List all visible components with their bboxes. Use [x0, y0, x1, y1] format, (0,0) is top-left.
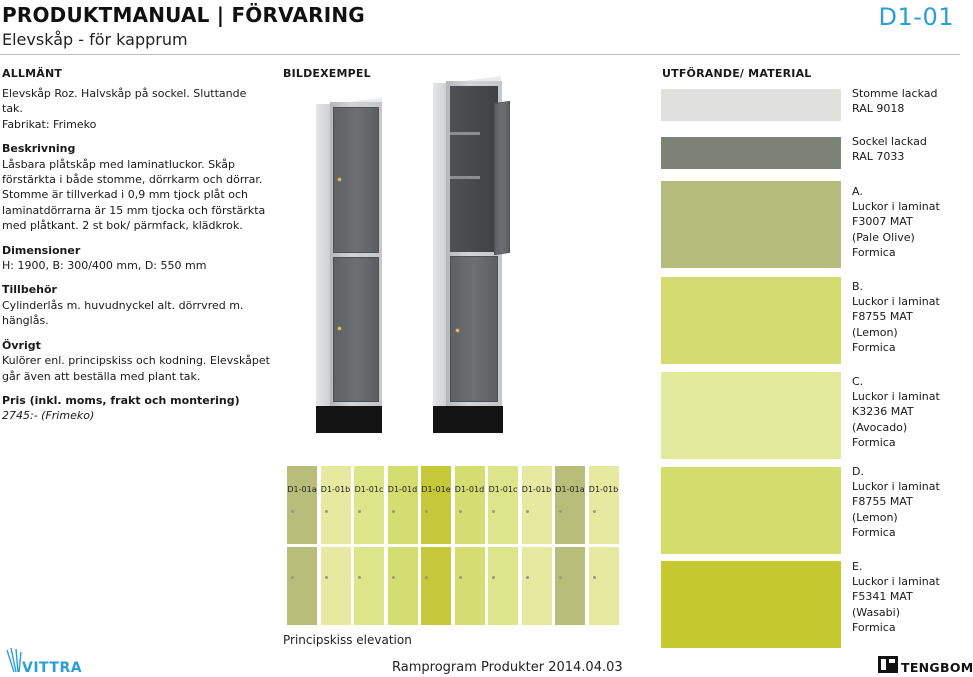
elevation-code-label: D1-01d	[454, 485, 485, 494]
color-swatch	[661, 277, 841, 364]
keyhole-icon	[559, 510, 562, 513]
elevation-column	[521, 466, 553, 632]
keyhole-icon	[392, 576, 395, 579]
keyhole-icon	[291, 576, 294, 579]
intro-block	[2, 86, 270, 132]
elevation-code-label: D1-01a	[555, 485, 585, 494]
beskrivning-heading: Beskrivning	[2, 142, 76, 156]
keyhole-icon	[593, 576, 596, 579]
elevation-door-lower	[555, 547, 585, 625]
dimensioner-text: H: 1900, B: 300/400 mm, D: 550 mm	[2, 259, 207, 273]
elevation-door-lower	[321, 547, 351, 625]
keyhole-icon	[425, 576, 428, 579]
elevation-code-label: D1-01c	[354, 485, 384, 494]
swatch-label-line: Stomme lackad	[852, 87, 938, 100]
color-swatch	[661, 561, 841, 648]
swatch-label-line: F8755 MAT	[852, 495, 913, 509]
swatch-label-line: (Pale Olive)	[852, 230, 915, 244]
swatch-label	[852, 134, 927, 164]
elevation-door-upper	[555, 466, 585, 544]
ovrigt-heading: Övrigt	[2, 338, 41, 352]
swatch-label-line: F3007 MAT	[852, 215, 913, 229]
color-swatch	[661, 89, 841, 121]
section-heading-allmant: ALLMÄNT	[2, 67, 63, 80]
pris-text: 2745:- (Frimeko)	[2, 409, 95, 423]
elevation-door-lower	[388, 547, 418, 625]
elevation-door-upper	[321, 466, 351, 544]
swatch-label-line: Formica	[852, 340, 896, 354]
section-heading-bildexempel: BILDEXEMPEL	[283, 67, 371, 80]
swatch-label-line: Luckor i laminat	[852, 390, 940, 404]
keyhole-icon	[593, 510, 596, 513]
elevation-code-label: D1-01a	[287, 485, 317, 494]
lock-icon	[455, 328, 460, 333]
swatch-label-line: Formica	[852, 245, 896, 259]
elevation-door-lower	[287, 547, 317, 625]
intro-line-2: Fabrikat: Frimeko	[2, 117, 97, 131]
elevation-code-label: D1-01b	[320, 485, 351, 494]
swatch-label-line: (Avocado)	[852, 420, 908, 434]
elevation-door-upper	[589, 466, 619, 544]
elevation-door-lower	[455, 547, 485, 625]
elevation-door-lower	[589, 547, 619, 625]
elevation-column	[320, 466, 352, 632]
color-swatch	[661, 137, 841, 169]
swatch-label-line: (Lemon)	[852, 510, 898, 524]
locker-shelf	[450, 132, 480, 135]
ovrigt-block	[2, 338, 270, 384]
swatch-label-line: D.	[852, 465, 864, 478]
color-swatch	[661, 467, 841, 554]
elevation-caption: Principskiss elevation	[283, 633, 412, 647]
swatch-label-line: Luckor i laminat	[852, 575, 940, 589]
beskrivning-block	[2, 141, 270, 233]
page-subtitle: Elevskåp - för kapprum	[2, 30, 188, 49]
elevation-door-upper	[455, 466, 485, 544]
swatch-label-line: Luckor i laminat	[852, 295, 940, 309]
swatch-label-line: K3236 MAT	[852, 405, 914, 419]
vittra-logo-text: VITTRA	[22, 660, 83, 676]
elevation-code-label: D1-01c	[488, 485, 518, 494]
elevation-column	[588, 466, 620, 632]
swatch-label	[852, 86, 937, 116]
dimensioner-heading: Dimensioner	[2, 243, 81, 257]
elevation-door-upper	[388, 466, 418, 544]
keyhole-icon	[526, 576, 529, 579]
elevation-sketch	[286, 466, 622, 632]
swatch-label-line: F5341 MAT	[852, 590, 913, 604]
keyhole-icon	[358, 576, 361, 579]
keyhole-icon	[325, 510, 328, 513]
intro-line-1: Elevskåp Roz. Halvskåp på sockel. Sluttande tak.	[2, 87, 247, 116]
swatch-label-line: E.	[852, 560, 863, 573]
swatch-label-line: Formica	[852, 620, 896, 634]
page-title: PRODUKTMANUAL | FÖRVARING	[2, 3, 365, 27]
beskrivning-text: Låsbara plåtskåp med laminatluckor. Skåp förstärkta i både stomme, dörrkarm och dörrar. Stomme är tillverkad i 0,9 mm tjock plåt och laminatdörrarna är 15 mm tjocka och förstärkta med plåtkant. 2 st bok/ pärmfack, klädkrok.	[2, 157, 266, 233]
swatch-label-line: Luckor i laminat	[852, 480, 940, 494]
tillbehor-text: Cylinderlås m. huvudnyckel alt. dörrvred m. hänglås.	[2, 298, 244, 328]
locker-door-open	[494, 101, 510, 255]
keyhole-icon	[459, 510, 462, 513]
swatch-label-line: B.	[852, 280, 864, 293]
tengbom-square-logo-icon	[878, 656, 898, 673]
keyhole-icon	[358, 510, 361, 513]
keyhole-icon	[559, 576, 562, 579]
keyhole-icon	[526, 510, 529, 513]
ovrigt-text: Kulörer enl. principskiss och kodning. Elevskåpet går även att beställa med plant tak.	[2, 354, 270, 383]
swatch-label	[852, 464, 940, 540]
elevation-door-lower	[522, 547, 552, 625]
keyhole-icon	[291, 510, 294, 513]
footer-program-text: Ramprogram Produkter 2014.04.03	[392, 660, 623, 675]
elevation-door-upper	[287, 466, 317, 544]
keyhole-icon	[392, 510, 395, 513]
section-heading-utforande: UTFÖRANDE/ MATERIAL	[662, 67, 812, 80]
lock-icon	[337, 177, 342, 182]
locker-closed-image	[312, 98, 386, 434]
tillbehor-block	[2, 282, 270, 328]
swatch-label	[852, 184, 940, 260]
color-swatch	[661, 181, 841, 268]
tillbehor-heading: Tillbehör	[2, 283, 57, 297]
locker-open-image	[430, 76, 520, 434]
swatch-label-line: Formica	[852, 525, 896, 539]
elevation-door-upper	[354, 466, 384, 544]
locker-sockel	[316, 406, 382, 433]
product-description-column	[2, 86, 270, 433]
document-code: D1-01	[878, 3, 954, 31]
swatch-label-line: Luckor i laminat	[852, 200, 940, 214]
elevation-code-label: D1-01d	[387, 485, 418, 494]
elevation-column	[353, 466, 385, 632]
elevation-door-upper	[522, 466, 552, 544]
keyhole-icon	[492, 510, 495, 513]
keyhole-icon	[492, 576, 495, 579]
tengbom-logo-text: TENGBOM	[901, 660, 973, 675]
elevation-column	[554, 466, 586, 632]
dimensioner-block	[2, 243, 270, 274]
locker-shelf	[450, 176, 480, 179]
swatch-label-line: Sockel lackad	[852, 135, 927, 148]
elevation-column	[420, 466, 452, 632]
elevation-door-upper	[421, 466, 451, 544]
elevation-column	[286, 466, 318, 632]
elevation-door-lower	[354, 547, 384, 625]
elevation-column	[487, 466, 519, 632]
swatch-label-line: F8755 MAT	[852, 310, 913, 324]
pris-heading: Pris (inkl. moms, frakt och montering)	[2, 393, 240, 407]
swatch-label	[852, 559, 940, 635]
swatch-label-line: Formica	[852, 435, 896, 449]
swatch-label	[852, 374, 940, 450]
swatch-label-line: RAL 9018	[852, 102, 905, 116]
locker-sockel	[433, 406, 503, 433]
elevation-code-label: D1-01b	[521, 485, 552, 494]
elevation-door-lower	[421, 547, 451, 625]
swatch-label-line: (Lemon)	[852, 325, 898, 339]
keyhole-icon	[425, 510, 428, 513]
swatch-label-line: RAL 7033	[852, 150, 905, 164]
locker-interior	[450, 86, 498, 252]
swatch-label-line: (Wasabi)	[852, 605, 901, 619]
elevation-column	[387, 466, 419, 632]
elevation-door-upper	[488, 466, 518, 544]
elevation-code-label: D1-01b	[588, 485, 619, 494]
color-swatch	[661, 372, 841, 459]
pris-block	[2, 393, 270, 424]
elevation-door-lower	[488, 547, 518, 625]
elevation-code-label: D1-01e	[421, 485, 451, 494]
lock-icon	[337, 326, 342, 331]
header-divider	[0, 54, 960, 55]
swatch-label	[852, 279, 940, 355]
swatch-label-line: C.	[852, 375, 864, 388]
keyhole-icon	[459, 576, 462, 579]
keyhole-icon	[325, 576, 328, 579]
elevation-column	[454, 466, 486, 632]
swatch-label-line: A.	[852, 185, 863, 198]
